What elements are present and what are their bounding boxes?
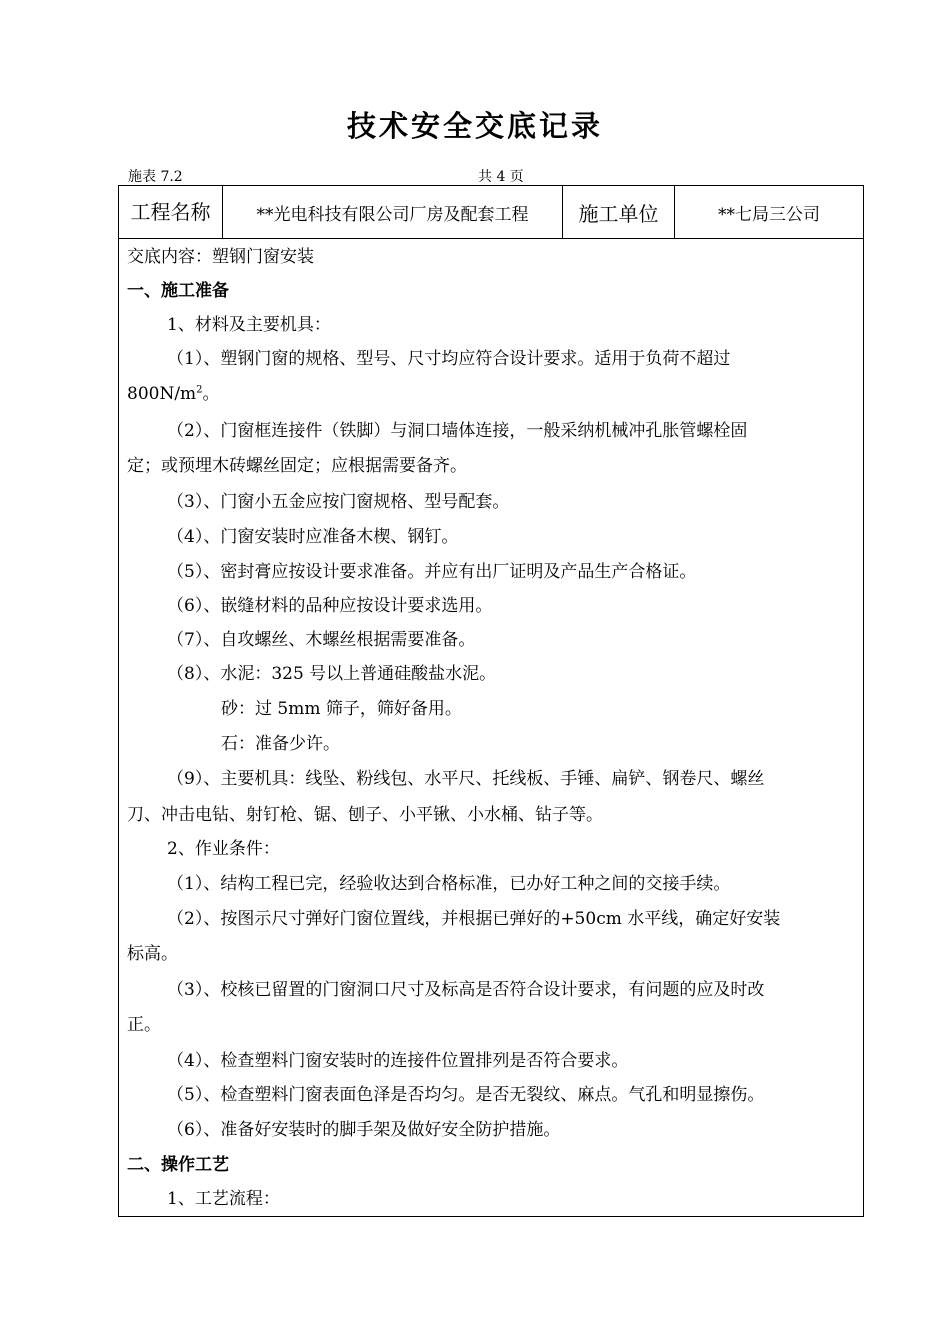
construction-unit-label: 施工单位 <box>563 186 675 238</box>
disclosure-form <box>118 185 864 1217</box>
disclosure-subject: 交底内容：塑钢门窗安装 <box>127 247 314 267</box>
paragraph-line: 定；或预埋木砖螺丝固定；应根据需要备齐。 <box>127 456 467 476</box>
paragraph-line: $800N/m^2$。 <box>127 384 220 404</box>
paragraph-line: （3）、校核已留置的门窗洞口尺寸及标高是否符合设计要求，有问题的应及时改 <box>167 980 765 1000</box>
paragraph-line: （7）、自攻螺丝、木螺丝根据需要准备。 <box>167 630 476 650</box>
form-number: 施表 7.2 <box>128 169 183 185</box>
form-header-row <box>119 186 863 239</box>
page-count: 共 4 页 <box>478 169 524 185</box>
paragraph-line: 砂：过 5mm 筛子，筛好备用。 <box>221 699 462 719</box>
paragraph-line: 刀、冲击电钻、射钉枪、锯、刨子、小平锹、小水桶、钻子等。 <box>127 805 603 825</box>
project-name-value: **光电科技有限公司厂房及配套工程 <box>223 186 563 238</box>
paragraph-line: （1）、结构工程已完，经验收达到合格标准，已办好工种之间的交接手续。 <box>167 874 731 894</box>
paragraph-line: （5）、检查塑料门窗表面色泽是否均匀。是否无裂纹、麻点。气孔和明显擦伤。 <box>167 1085 765 1105</box>
paragraph-line: （3）、门窗小五金应按门窗规格、型号配套。 <box>167 492 510 512</box>
project-name-label: 工程名称 <box>119 186 223 238</box>
paragraph-line: （2）、门窗框连接件（铁脚）与洞口墙体连接，一般采纳机械冲孔胀管螺栓固 <box>167 421 748 441</box>
paragraph-line: 正。 <box>127 1015 161 1035</box>
subsection-heading: 1、材料及主要机具： <box>167 315 331 335</box>
paragraph-line: （2）、按图示尺寸弹好门窗位置线，并根据已弹好的+50cm 水平线，确定好安装 <box>167 909 781 929</box>
section-heading: 一、施工准备 <box>127 281 229 301</box>
paragraph-line: （4）、门窗安装时应准备木楔、钢钉。 <box>167 527 459 547</box>
paragraph-line: （8）、水泥：325 号以上普通硅酸盐水泥。 <box>167 664 497 684</box>
paragraph-line: （4）、检查塑料门窗安装时的连接件位置排列是否符合要求。 <box>167 1051 629 1071</box>
subsection-heading: 2、作业条件： <box>167 839 280 859</box>
document-title: 技术安全交底记录 <box>346 109 603 143</box>
paragraph-line: （9）、主要机具：线坠、粉线包、水平尺、托线板、手锤、扁铲、钢卷尺、螺丝 <box>167 769 765 789</box>
paragraph-line: （1）、塑钢门窗的规格、型号、尺寸均应符合设计要求。适用于负荷不超过 <box>167 349 731 369</box>
construction-unit-value: **七局三公司 <box>718 204 820 225</box>
paragraph-line: （5）、密封膏应按设计要求准备。并应有出厂证明及产品生产合格证。 <box>167 562 697 582</box>
subsection-heading: 1、工艺流程： <box>167 1189 280 1209</box>
paragraph-line: （6）、嵌缝材料的品种应按设计要求选用。 <box>167 596 493 616</box>
paragraph-line: （6）、准备好安装时的脚手架及做好安全防护措施。 <box>167 1120 561 1140</box>
paragraph-line: 标高。 <box>127 944 178 964</box>
paragraph-line: 石：准备少许。 <box>221 734 340 754</box>
section-heading: 二、操作工艺 <box>127 1155 229 1175</box>
